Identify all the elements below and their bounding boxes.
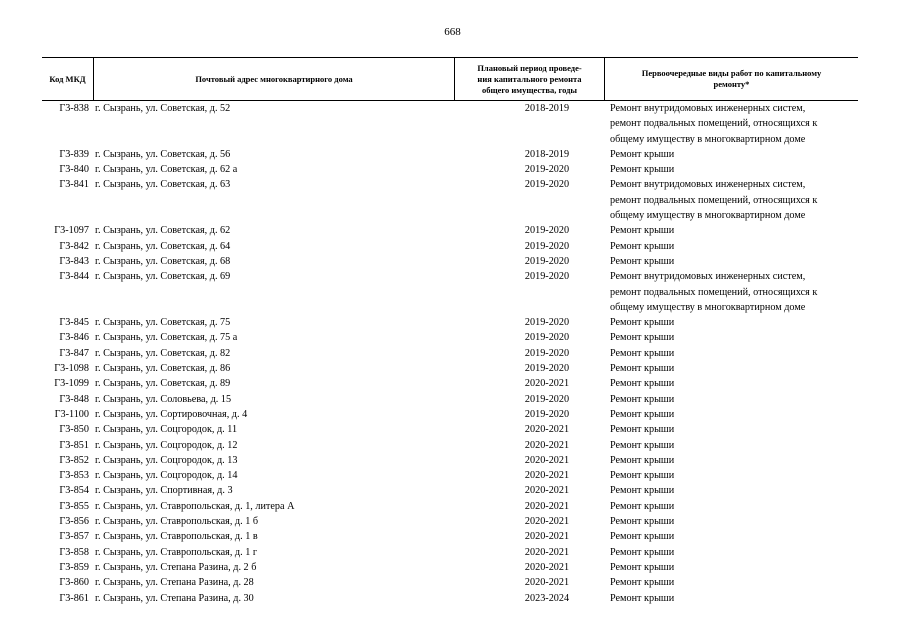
cell-period: 2020-2021 — [524, 531, 570, 543]
cell-period: 2019-2020 — [524, 179, 570, 191]
cell-address: г. Сызрань, ул. Советская, д. 75 — [95, 317, 231, 329]
table-row — [0, 407, 905, 422]
cell-code: Г3-851 — [59, 439, 89, 451]
cell-work: Ремонт крыши — [610, 516, 675, 528]
cell-period: 2019-2020 — [524, 240, 570, 252]
cell-work: Ремонт крыши — [610, 255, 675, 267]
table-row — [0, 545, 905, 560]
cell-code: Г3-1100 — [54, 408, 89, 420]
cell-period: 2020-2021 — [524, 485, 570, 497]
cell-code: Г3-860 — [59, 577, 89, 589]
table-row — [0, 254, 905, 269]
cell-period: 2019-2020 — [524, 332, 570, 344]
table-row — [0, 162, 905, 177]
cell-work: Ремонт крыши — [610, 577, 675, 589]
table-row — [0, 422, 905, 437]
cell-address: г. Сызрань, ул. Соцгородок, д. 11 — [95, 424, 238, 436]
cell-period: 2019-2020 — [524, 225, 570, 237]
cell-code: Г3-839 — [59, 148, 89, 160]
cell-work: Ремонт крыши — [610, 317, 675, 329]
cell-period: 2020-2021 — [524, 378, 570, 390]
cell-work: Ремонт крыши — [610, 240, 675, 252]
cell-work: Ремонт внутридомовых инженерных систем, ремонт подвальных помещений, относящихся к общему имуществу в многоквартирном доме — [610, 179, 818, 222]
cell-address: г. Сызрань, ул. Ставропольская, д. 1 в — [95, 531, 258, 543]
cell-period: 2020-2021 — [524, 439, 570, 451]
cell-code: Г3-861 — [59, 592, 89, 604]
cell-period: 2019-2020 — [524, 393, 570, 405]
cell-work: Ремонт внутридомовых инженерных систем, ремонт подвальных помещений, относящихся к общему имуществу в многоквартирном доме — [610, 103, 818, 145]
cell-period: 2020-2021 — [524, 470, 570, 482]
cell-address: г. Сызрань, ул. Советская, д. 63 — [95, 179, 231, 191]
cell-work: Ремонт крыши — [610, 148, 675, 160]
cell-work: Ремонт крыши — [610, 470, 675, 482]
cell-address: г. Сызрань, ул. Советская, д. 52 — [95, 103, 231, 114]
cell-work: Ремонт крыши — [610, 164, 675, 176]
cell-code: Г3-840 — [59, 164, 89, 176]
cell-address: г. Сызрань, ул. Спортивная, д. 3 — [95, 485, 233, 497]
cell-code: Г3-845 — [59, 317, 89, 329]
cell-address: г. Сызрань, ул. Соцгородок, д. 12 — [95, 439, 238, 451]
cell-work: Ремонт крыши — [610, 332, 675, 344]
cell-code: Г3-841 — [59, 179, 89, 191]
cell-address: г. Сызрань, ул. Советская, д. 82 — [95, 347, 231, 359]
table-row — [0, 591, 905, 606]
header-period: Плановый период проведе- ния капитального ремонта общего имущества, годы — [477, 62, 582, 95]
cell-address: г. Сызрань, ул. Степана Разина, д. 28 — [95, 577, 254, 589]
cell-code: Г3-847 — [59, 347, 89, 359]
table-row — [0, 315, 905, 330]
cell-code: Г3-858 — [59, 546, 89, 558]
table-row — [0, 438, 905, 453]
cell-period: 2019-2020 — [524, 363, 570, 375]
table-row — [0, 514, 905, 529]
cell-period: 2020-2021 — [524, 577, 570, 589]
cell-address: г. Сызрань, ул. Ставропольская, д. 1 г — [95, 546, 258, 558]
table-body — [0, 101, 905, 606]
cell-address: г. Сызрань, ул. Советская, д. 75 а — [95, 332, 238, 344]
cell-work: Ремонт крыши — [610, 485, 675, 497]
table-row — [0, 239, 905, 254]
cell-work: Ремонт крыши — [610, 439, 675, 451]
cell-address: г. Сызрань, ул. Советская, д. 64 — [95, 240, 231, 252]
cell-period: 2020-2021 — [524, 561, 570, 573]
cell-code: Г3-1097 — [54, 225, 89, 237]
cell-work: Ремонт крыши — [610, 424, 675, 436]
table-row — [0, 499, 905, 514]
cell-work: Ремонт крыши — [610, 531, 675, 543]
cell-period: 2020-2021 — [524, 546, 570, 558]
header-code: Код МКД — [49, 73, 86, 84]
table-row — [0, 177, 905, 223]
table-row — [0, 483, 905, 498]
cell-address: г. Сызрань, ул. Степана Разина, д. 2 б — [95, 561, 257, 573]
cell-code: Г3-838 — [59, 103, 89, 114]
cell-work: Ремонт крыши — [610, 561, 675, 573]
cell-address: г. Сызрань, ул. Ставропольская, д. 1 б — [95, 516, 259, 528]
table-row — [0, 392, 905, 407]
cell-period: 2020-2021 — [524, 500, 570, 512]
cell-period: 2019-2020 — [524, 317, 570, 329]
cell-code: Г3-1098 — [54, 363, 89, 375]
cell-address: г. Сызрань, ул. Соцгородок, д. 14 — [95, 470, 238, 482]
cell-work: Ремонт внутридомовых инженерных систем, ремонт подвальных помещений, относящихся к общему имуществу в многоквартирном доме — [610, 271, 818, 313]
cell-period: 2019-2020 — [524, 255, 570, 267]
table-header — [42, 57, 858, 101]
table-row — [0, 575, 905, 590]
cell-code: Г3-859 — [59, 561, 89, 573]
table-row — [0, 560, 905, 575]
cell-work: Ремонт крыши — [610, 500, 675, 512]
table-row — [0, 376, 905, 391]
cell-address: г. Сызрань, ул. Советская, д. 68 — [95, 255, 231, 267]
cell-address: г. Сызрань, ул. Советская, д. 86 — [95, 363, 231, 375]
cell-period: 2020-2021 — [524, 424, 570, 436]
cell-address: г. Сызрань, ул. Степана Разина, д. 30 — [95, 592, 254, 604]
cell-period: 2018-2019 — [524, 148, 570, 160]
table-row — [0, 453, 905, 468]
cell-code: Г3-842 — [59, 240, 89, 252]
cell-period: 2020-2021 — [524, 516, 570, 528]
cell-work: Ремонт крыши — [610, 592, 675, 604]
table-row — [0, 223, 905, 238]
cell-address: г. Сызрань, ул. Сортировочная, д. 4 — [95, 408, 248, 420]
cell-code: Г3-846 — [59, 332, 89, 344]
cell-code: Г3-843 — [59, 255, 89, 267]
table-row — [0, 269, 905, 315]
cell-address: г. Сызрань, ул. Советская, д. 62 — [95, 225, 231, 237]
cell-work: Ремонт крыши — [610, 393, 675, 405]
cell-work: Ремонт крыши — [610, 363, 675, 375]
table-row — [0, 361, 905, 376]
header-works: Первоочередные виды работ по капитальному ремонту* — [641, 68, 822, 89]
cell-code: Г3-852 — [59, 454, 89, 466]
cell-period: 2019-2020 — [524, 164, 570, 176]
table-row — [0, 147, 905, 162]
cell-period: 2019-2020 — [524, 347, 570, 359]
cell-code: Г3-855 — [59, 500, 89, 512]
cell-code: Г3-856 — [59, 516, 89, 528]
cell-address: г. Сызрань, ул. Советская, д. 62 а — [95, 164, 238, 176]
table-row — [0, 468, 905, 483]
cell-period: 2020-2021 — [524, 454, 570, 466]
table-row — [0, 346, 905, 361]
header-address: Почтовый адрес многоквартирного дома — [195, 73, 353, 84]
cell-address: г. Сызрань, ул. Советская, д. 56 — [95, 148, 231, 160]
cell-period: 2019-2020 — [524, 271, 570, 283]
cell-address: г. Сызрань, ул. Соцгородок, д. 13 — [95, 454, 238, 466]
cell-work: Ремонт крыши — [610, 454, 675, 466]
cell-period: 2018-2019 — [524, 103, 570, 114]
cell-work: Ремонт крыши — [610, 546, 675, 558]
cell-code: Г3-853 — [59, 470, 89, 482]
cell-work: Ремонт крыши — [610, 378, 675, 390]
cell-work: Ремонт крыши — [610, 347, 675, 359]
cell-address: г. Сызрань, ул. Советская, д. 69 — [95, 271, 231, 283]
cell-period: 2019-2020 — [524, 408, 570, 420]
cell-period: 2023-2024 — [524, 592, 570, 604]
cell-code: Г3-857 — [59, 531, 89, 543]
cell-address: г. Сызрань, ул. Соловьева, д. 15 — [95, 393, 232, 405]
cell-work: Ремонт крыши — [610, 408, 675, 420]
table-row — [0, 330, 905, 345]
cell-code: Г3-854 — [59, 485, 89, 497]
table-row — [0, 529, 905, 544]
cell-code: Г3-844 — [59, 271, 89, 283]
cell-code: Г3-1099 — [54, 378, 89, 390]
cell-work: Ремонт крыши — [610, 225, 675, 237]
cell-code: Г3-850 — [59, 424, 89, 436]
cell-address: г. Сызрань, ул. Ставропольская, д. 1, литера А — [95, 500, 295, 512]
page-number: 668 — [444, 26, 461, 38]
cell-address: г. Сызрань, ул. Советская, д. 89 — [95, 378, 231, 390]
table-row — [0, 101, 905, 147]
cell-code: Г3-848 — [59, 393, 89, 405]
